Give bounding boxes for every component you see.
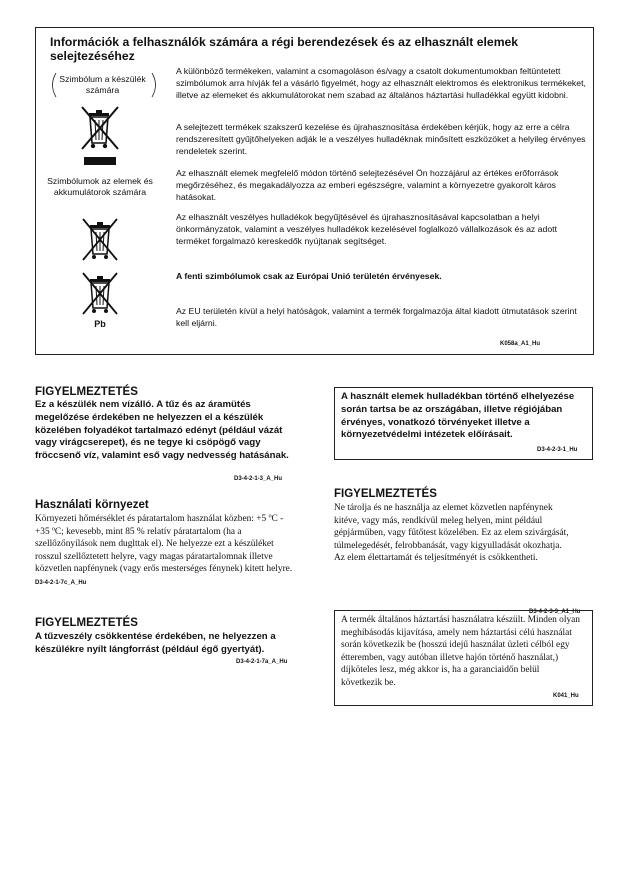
warning-heading: FIGYELMEZTETÉS xyxy=(35,386,138,398)
disposal-eu-note: A fenti szimbólumok csak az Európai Unió területén érvényesek. xyxy=(176,271,442,281)
environment-text xyxy=(35,513,299,590)
household-use-text: A termék általános háztartási használatra készült. Minden olyan meghibásodás kijavítása, amely nem háztartási célú használat során következik be (hosszú idejű használat üzleti célból egy étteremben, vagy autóban illetve hajón történő használat,) díjköteles lesz, még akkor is, ha a garanciaidőn belül következik be. xyxy=(341,615,580,688)
disposal-info-title: Információk a felhasználók számára a régi berendezések és az elhasznált elemek selejtezéséhez xyxy=(50,35,519,63)
doc-code: D3-4-2-1-3_A_Hu xyxy=(234,476,283,482)
warning-heading: FIGYELMEZTETÉS xyxy=(334,488,437,500)
device-symbol-label-text: Szimbólum a készülék számára xyxy=(59,74,146,95)
crossed-bin-with-bar-icon xyxy=(78,103,122,167)
warning-water-text: Ez a készülék nem vízálló. A tűz és az áramütés megelőzése érdekében ne helyezzen el a készülék közelében folyadékot tartalmazó edényt (például vázát vagy virágcserepet), és ne tegye ki csöpögő vagy fröccsenő víz, valamint eső vagy nedvesség hatásának. xyxy=(35,399,289,462)
disposal-paragraph: Az EU területén kívül a helyi hatóságok, valamint a termék forgalmazója által kiadott útmutatások szerint kell eljárni. xyxy=(176,306,577,328)
doc-code: D3-4-2-3-3_A1_Hu xyxy=(529,609,581,615)
disposal-paragraph: Az elhasznált veszélyes hulladékok begyűjtésével és újrahasznosításával kapcsolatban a helyi önkormányzatok, valamint a veszélyes hulladékok kezelésével foglalkozó vállalkozások és az adott terméket forgalmazó kereskedők nyújtanak segítséget. xyxy=(176,212,558,246)
disposal-paragraph: A különböző termékeken, valamint a csomagoláson és/vagy a csatolt dokumentumokban feltüntetett szimbólumok arra hívják fel a vásárló figyelmét, hogy az elhasznált elektromos és elektronikus termékeket, illetve az elemeket és akkumulátorokat nem szabad az általános háztartási hulladékkal együtt kidobni. xyxy=(176,66,586,100)
warning-fire-text: A tűzveszély csökkentése érdekében, ne helyezzen a készülékre nyílt lángforrást (például égő gyertyát). xyxy=(35,631,276,655)
crossed-bin-pb-icon xyxy=(80,270,120,318)
crossed-bin-icon xyxy=(80,216,120,264)
label-brackets xyxy=(48,71,160,99)
environment-heading: Használati környezet xyxy=(35,499,149,511)
battery-disposal-text: A használt elemek hulladékban történő elhelyezése során tartsa be az országában, illetve régiójában érvényes, vonatkozó törvényeket illetve a környezetvédelmi intézetek előírásait. xyxy=(341,391,575,441)
warning-battery-heat-text: Ne tárolja és ne használja az elemet közvetlen napfénynek kitéve, vagy más, rendkívül meleg helyen, mint például gépjárműben, vagy fűtőtest közelében. Ez az elem szivárgását, túlmelegedését, felrobbanását, vagy kigyulladását okozhatja. Az elem élettartamát és teljesítményét is csökkentheti. xyxy=(334,503,569,564)
pb-label: Pb xyxy=(94,319,106,329)
doc-code: K041_Hu xyxy=(553,693,579,699)
doc-code: D3-4-2-1-7a_A_Hu xyxy=(236,659,288,665)
battery-symbol-label: Szimbólumok az elemek és akkumulátorok számára xyxy=(47,176,153,197)
warning-heading: FIGYELMEZTETÉS xyxy=(35,617,138,629)
doc-code: D3-4-2-1-7c_A_Hu xyxy=(35,579,87,586)
doc-code: K058a_A1_Hu xyxy=(500,341,541,347)
environment-body: Környezeti hőmérséklet és páratartalom használat közben: +5 ºC - +35 ºC; kevesebb, mint 85 % relatív páratartalom (ha a szellőzőnyílások nem duglttak el). Ne helyezze ezt a készüléket rosszul szellőztetett helyre, vagy magas páratartalomnak illetve közvetlen napfénynek (vagy erős mesterséges fénynek) kitett helyre. xyxy=(35,514,293,575)
disposal-paragraph: Az elhasznált elemek megfelelő módon történő selejtezésével Ön hozzájárul az értékes erőforrások megőrzéséhez, és megakadályozza az emberi egészségre, valamint a környezetre gyakorolt káros hatásokat. xyxy=(176,168,559,202)
disposal-paragraph: A selejtezett termékek szakszerű kezelése és újrahasznosítása érdekében kérjük, hogy az erre a célra rendszeresített gyűjtőhelyeken adják le a veszélyes hulladéknak minősített eszközöket a helyileg érvényes rendeletek szerint. xyxy=(176,122,586,156)
doc-code: D3-4-2-3-1_Hu xyxy=(537,447,578,453)
